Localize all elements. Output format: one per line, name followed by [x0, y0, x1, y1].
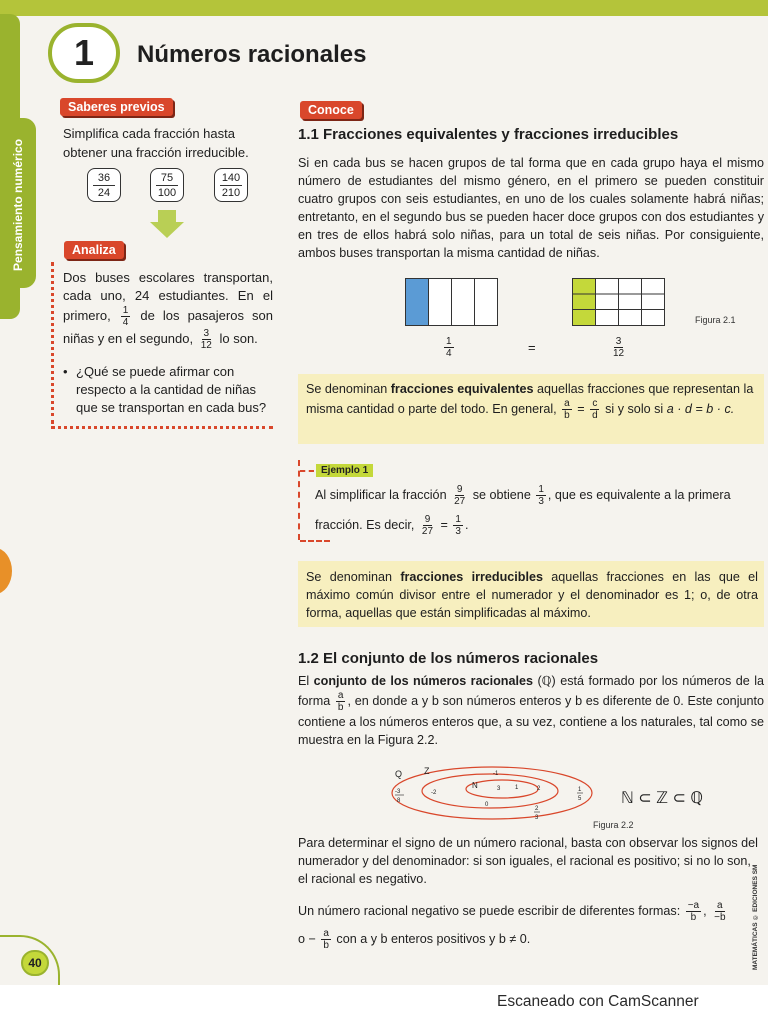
example-border: [300, 470, 314, 472]
analiza-tag: Analiza: [64, 241, 124, 259]
example-line: fracción. Es decir,: [315, 517, 415, 532]
fraction-box: [214, 168, 248, 202]
conoce-tag: Conoce: [300, 101, 362, 119]
diagram-value: 2: [535, 806, 539, 812]
paragraph-text: , en donde a y b son números enteros y b es diferente de 0. Este conjunto contiene a los números enteros que, a su vez, contiene a los naturales, tal como se muestra en la Figura 2.2.: [298, 693, 765, 747]
analiza-problem: [63, 269, 273, 351]
fraction: $\frac{1}{4}$: [446, 336, 452, 359]
set-z-label: Z: [424, 766, 430, 776]
diagram-value: 3: [535, 815, 539, 821]
definition-term: conjunto de los números racionales: [313, 674, 533, 688]
side-tab-label: Pensamiento numérico: [11, 138, 25, 272]
bullet-icon: •: [63, 364, 68, 379]
fraction: $\frac{a}{-b}$: [714, 900, 726, 923]
diagram-value: 0: [485, 802, 489, 808]
fraction-grid-three-twelfths: [572, 278, 665, 326]
example-border: [300, 540, 330, 542]
paragraph-text: está formado por los números de la forma: [298, 674, 765, 708]
example-line: Al simplificar la fracción: [315, 487, 447, 502]
set-n-label: N: [472, 781, 478, 790]
rationals-definition: [298, 672, 764, 749]
question-text: ¿Qué se puede afirmar con respecto a la cantidad de niñas que se transportan en cada bus?: [76, 364, 267, 415]
set-inclusion: ℕ ⊂ ℤ ⊂ ℚ: [621, 790, 703, 807]
diagram-value: 1: [515, 785, 519, 791]
paragraph-text: El: [298, 674, 310, 688]
set-q-label: Q: [395, 769, 403, 779]
fraction-numerator: 140: [221, 171, 241, 184]
diagram-value: 1: [578, 787, 582, 793]
figure-label: Figura 2.2: [593, 820, 634, 830]
fraction: $\frac{1}{4}$: [122, 305, 129, 328]
analiza-text: lo son.: [219, 330, 258, 346]
paragraph-text: o −: [298, 931, 316, 946]
definition-text: aquellas fracciones que representan la misma cantidad o parte del todo. En general,: [306, 382, 754, 416]
equivalent-definition: [306, 380, 758, 421]
fraction-bar-one-fourth: [405, 278, 498, 326]
definition-term: fracciones irreducibles: [400, 570, 543, 584]
fraction-numerator: 36: [97, 171, 111, 184]
definition-term: fracciones equivalentes: [390, 382, 534, 396]
fraction-box: [150, 168, 184, 202]
equals-sign: =: [577, 401, 585, 416]
fraction-box: [87, 168, 121, 202]
fraction: $\frac{9}{27}$: [421, 514, 434, 537]
fraction: $\frac{9}{27}$: [454, 484, 466, 507]
example-text: fracción. Es decir, $\frac{9}{27}$ = $\frac{1}{3}$ .: [315, 514, 469, 537]
equals-sign: =: [528, 340, 536, 355]
dotted-border: [51, 262, 54, 424]
diagram-value: -3: [395, 789, 401, 795]
fraction: $\frac{a}{b}$: [564, 398, 570, 421]
fraction-numerator: 75: [160, 171, 174, 184]
chapter-number-badge: 1: [48, 23, 120, 83]
diagram-value: 8: [397, 798, 401, 804]
fraction: $\frac{-a}{b}$: [687, 900, 700, 923]
example-line: se obtiene: [472, 487, 531, 502]
section-intro: Si en cada bus se hacen grupos de tal forma que en cada grupo haya el mismo número de estudiantes del mismo género, en el primero se pueden constituir cuatro grupos con seis estudiantes, en uno de los cuales solamente habrá niñas; entretanto, en el segundo bus se pueden hacer doce grupos con dos estudiantes y en tres de ellos habrá solo niñas, para un total de seis niñas. Por consiguiente, ambos buses transportan la misma cantidad de niñas.: [298, 156, 764, 260]
fraction-denominator: 100: [157, 186, 177, 199]
definition-text: Se denominan: [306, 382, 388, 396]
saberes-previos-text: Simplifica cada fracción hasta obtener una fracción irreducible.: [63, 126, 249, 160]
equals-sign: =: [440, 517, 448, 532]
publisher-credit: MATEMÁTICAS © EDICIONES SM: [752, 864, 759, 970]
negative-forms-line: [298, 928, 764, 951]
fraction: $\frac{a}{b}$: [337, 690, 344, 713]
saberes-previos-tag: Saberes previos: [60, 98, 173, 116]
fraction: $\frac{3}{12}$: [200, 328, 212, 351]
section-title: 1.1 Fracciones equivalentes y fracciones irreducibles: [298, 126, 679, 143]
example-tag: Ejemplo 1: [316, 464, 373, 477]
irreducible-definition: [306, 568, 758, 622]
top-color-band: [0, 0, 768, 16]
fraction: $\frac{1}{3}$: [455, 514, 461, 537]
analiza-text: de los pasajeros son niñas y en el segundo,: [63, 307, 273, 346]
fraction-denominator: 24: [97, 186, 111, 199]
analiza-text: Dos buses escolares transportan, cada uno, 24 estudiantes. En el primero,: [63, 270, 273, 323]
definition-condition: a · d = b · c.: [666, 401, 735, 416]
number-sets-diagram: [362, 764, 608, 822]
example-text: [315, 484, 765, 507]
section-title: 1.2 El conjunto de los números racionales: [298, 650, 599, 667]
fraction: $\frac{a}{b}$: [323, 928, 329, 951]
diagram-value: 3: [497, 786, 501, 792]
paragraph-text: Un número racional negativo se puede escribir de diferentes formas:: [298, 903, 681, 918]
example-line: , que es equivalente a la primera: [547, 487, 731, 502]
fraction: $\frac{1}{3}$: [538, 484, 544, 507]
fraction-denominator: 210: [221, 186, 241, 199]
page-edge-marker: [0, 548, 12, 594]
fraction: $\frac{c}{d}$: [592, 398, 598, 421]
chapter-title: Números racionales: [137, 41, 367, 68]
diagram-value: 5: [578, 796, 582, 802]
down-arrow-icon: [150, 210, 184, 238]
sign-paragraph: Para determinar el signo de un número racional, basta con observar los signos del numerador y del denominador: si son iguales, el racional es positivo; si no lo son, el racional es negativo.: [298, 836, 758, 886]
dotted-border: [51, 426, 273, 429]
scanner-watermark: Escaneado con CamScanner: [497, 993, 699, 1010]
definition-text: aquellas fracciones en las que el máximo común divisor entre el numerador y el denominador es 1; o, de otra forma, aquellas que están simplificadas al máximo.: [306, 570, 758, 620]
paragraph-text: con a y b enteros positivos y b ≠ 0.: [336, 931, 531, 946]
example-border: [298, 460, 316, 540]
definition-text: si y solo si: [605, 401, 664, 416]
figure-label: Figura 2.1: [695, 315, 736, 325]
page-number: 40: [21, 950, 49, 976]
analiza-question: [63, 363, 275, 417]
diagram-value: -2: [431, 790, 437, 796]
definition-text: Se denominan: [306, 570, 393, 584]
diagram-value: -1: [493, 771, 499, 777]
fraction: $\frac{3}{12}$: [613, 336, 625, 359]
diagram-value: 2: [537, 786, 541, 792]
negative-forms-line: Un número racional negativo se puede escribir de diferentes formas: $\frac{-a}{b}$ , $\frac{a}{-b}$: [298, 900, 726, 923]
set-symbol: (ℚ): [537, 674, 556, 688]
